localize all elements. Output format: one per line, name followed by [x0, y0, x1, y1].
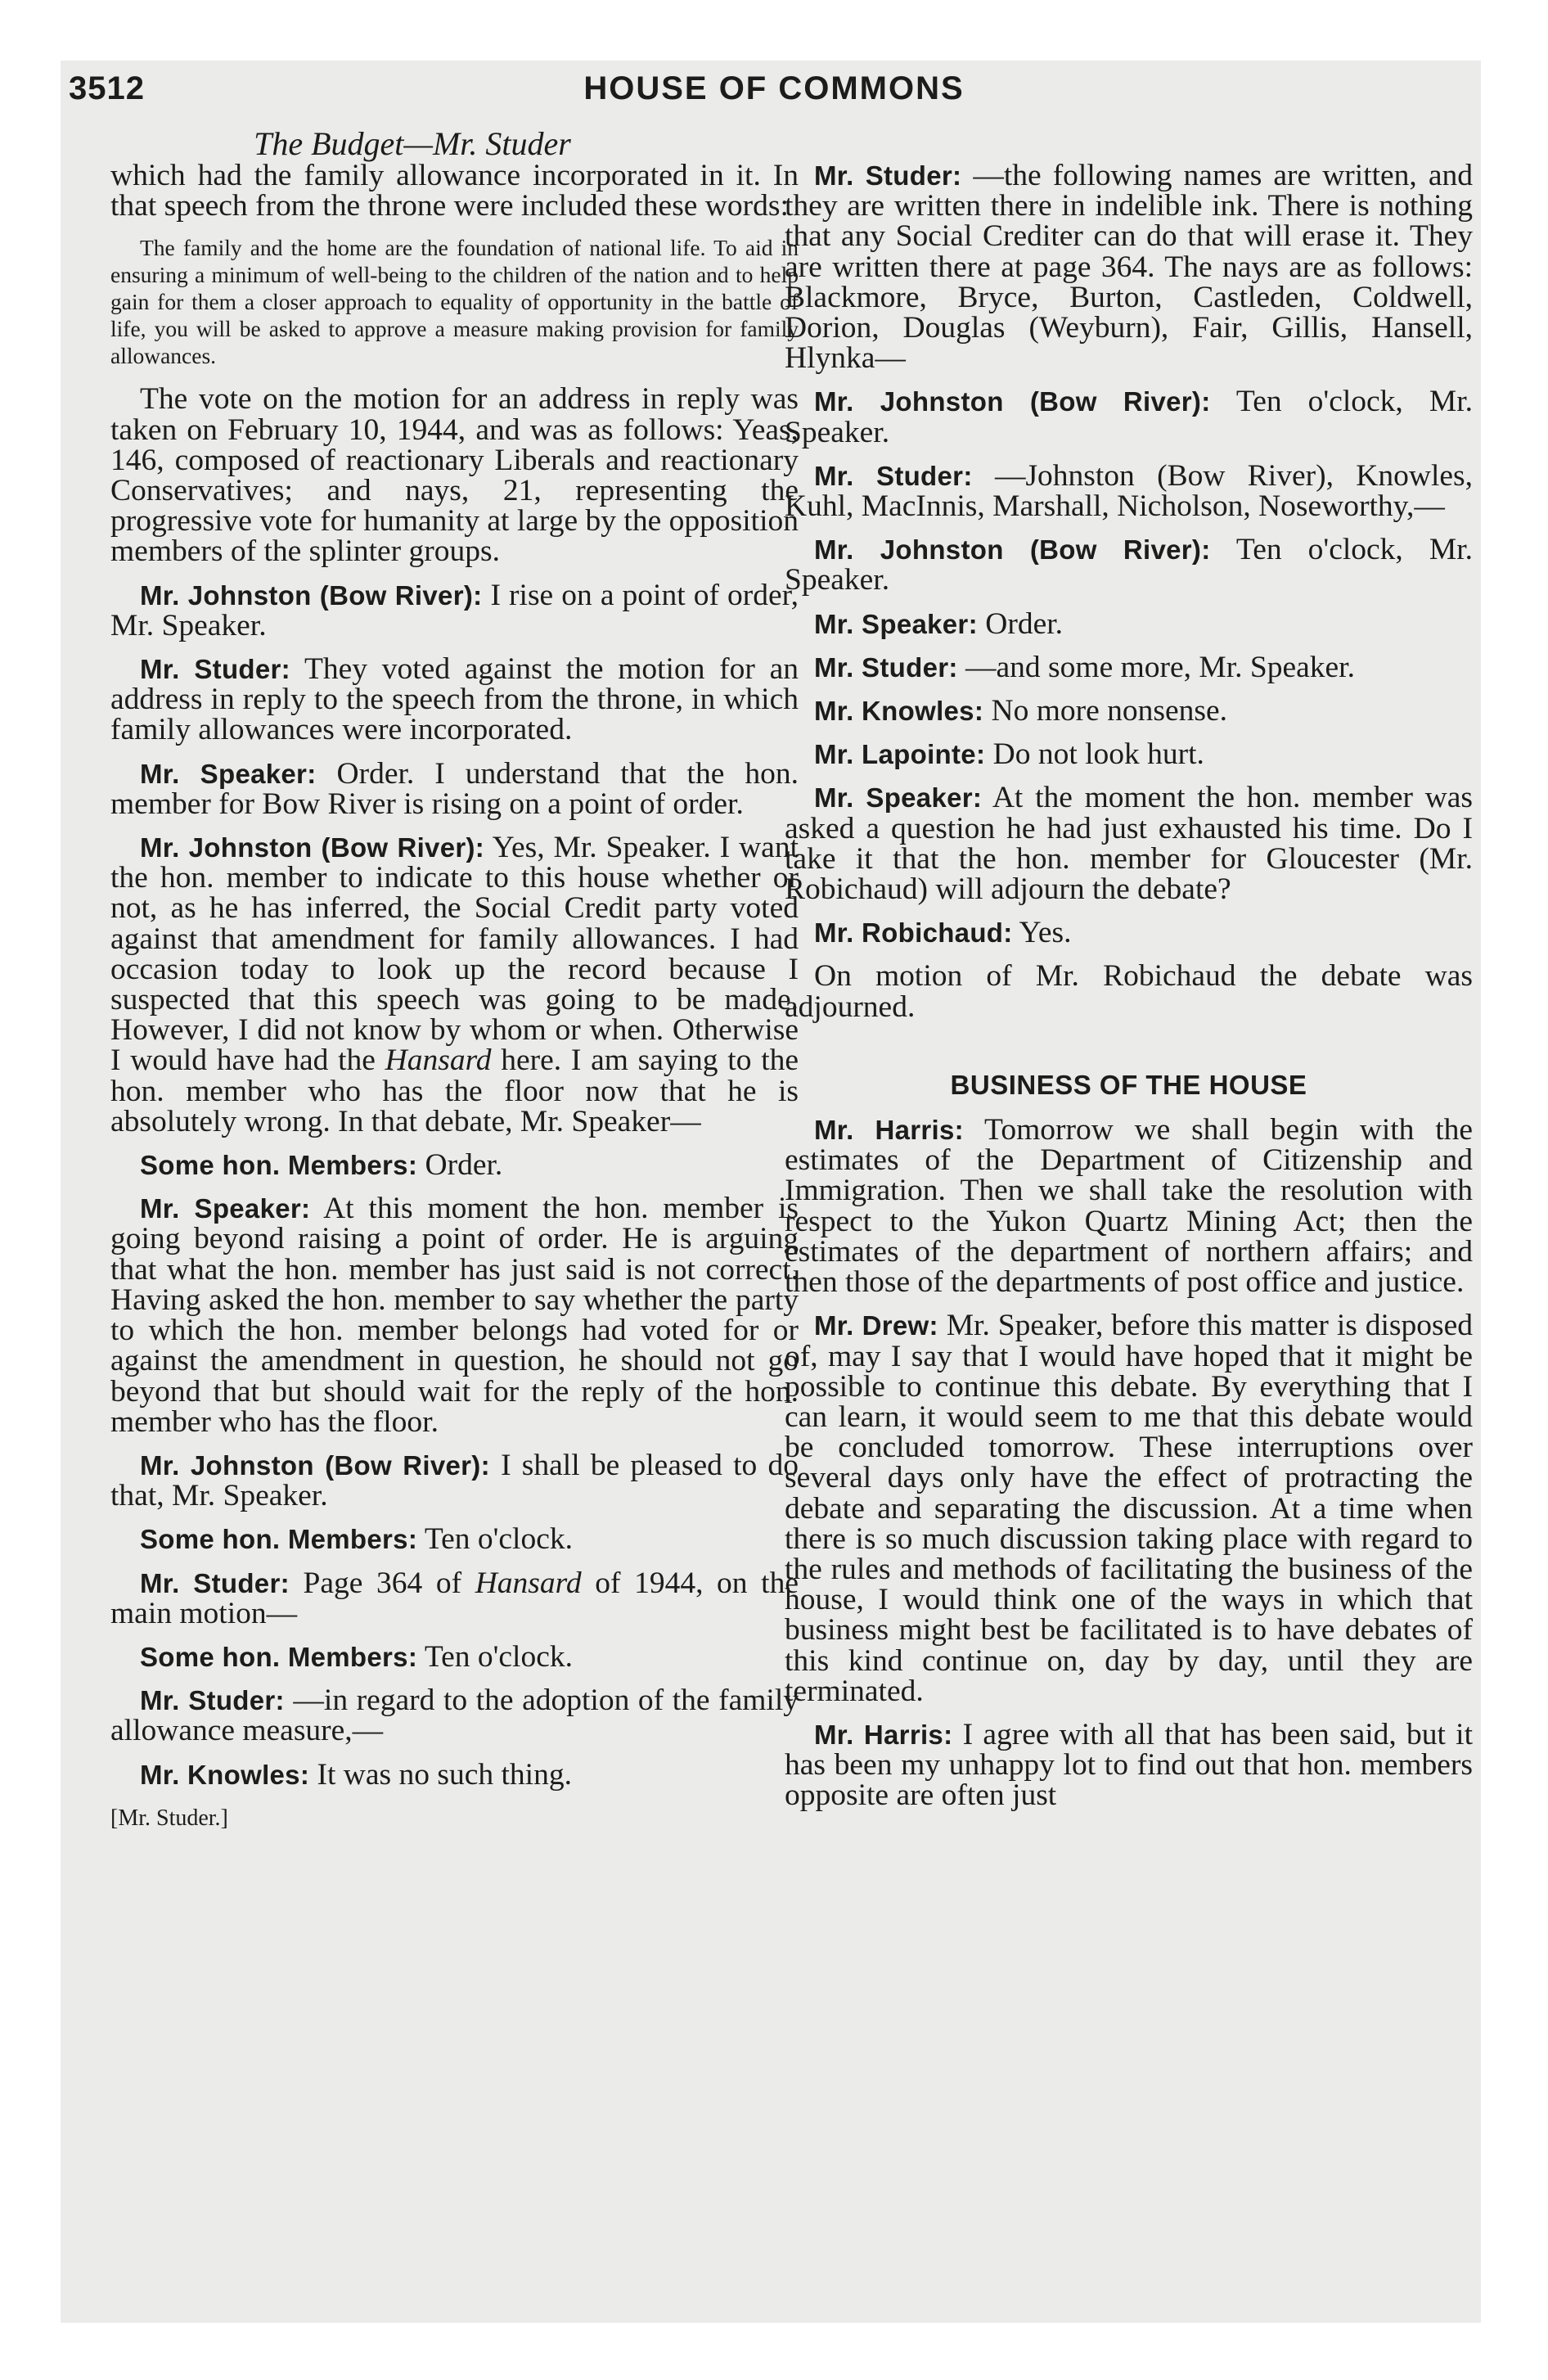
- speech-text: Page 364 of: [289, 1566, 475, 1600]
- speaker-name: Mr. Studer:: [140, 1685, 285, 1716]
- speaker-name: Some hon. Members:: [140, 1641, 418, 1672]
- speech-text: —in regard to the adoption of the family allowance measure,—: [110, 1684, 799, 1748]
- speech-text: Do not look hurt.: [985, 737, 1204, 772]
- page-title: HOUSE OF COMMONS: [583, 70, 965, 106]
- speech-text: Ten o'clock.: [417, 1522, 573, 1557]
- speaker-name: Mr. Speaker:: [140, 758, 317, 789]
- speaker-name: Mr. Speaker:: [140, 1193, 311, 1224]
- speech: [110, 1568, 799, 1629]
- speech-text: At the moment the hon. member was asked a question he had just exhausted his time. Do I take it that the hon. member for Gloucester (Mr. Robichaud) will adjourn the debate?: [785, 781, 1473, 907]
- speech-text: Ten o'clock, Mr. Speaker.: [785, 533, 1474, 597]
- speech-text: —the following names are written, and they are written there in indelible ink. There is nothing that any Social Crediter can do that will erase it. They are written there at page 364. The nays are as follows: Blackmore, Bryce, Burton, Castleden, Coldwell, Dorion, Douglas (Weyburn), Fair, Gillis, Hansell, Hlynka—: [785, 159, 1473, 376]
- speech-text: —and some more, Mr. Speaker.: [957, 650, 1355, 684]
- speech: [785, 737, 1473, 772]
- speaker-name: Some hon. Members:: [140, 1524, 418, 1555]
- paragraph: which had the family allowance incorporated in it. In that speech from the throne were included these words:: [110, 159, 799, 223]
- speech: [110, 1757, 799, 1792]
- speaker-name: Mr. Harris:: [814, 1719, 953, 1750]
- speech-text: Order. I understand that the hon. member for Bow River is rising on a point of order.: [110, 756, 799, 821]
- speech: [110, 654, 799, 746]
- speaker-name: Mr. Johnston (Bow River):: [140, 832, 485, 863]
- paragraph: On motion of Mr. Robichaud the debate was adjourned.: [785, 959, 1473, 1024]
- speaker-name: Mr. Robichaud:: [814, 917, 1013, 949]
- speech: [110, 1193, 799, 1437]
- speech-text: Yes, Mr. Speaker. I want the hon. member to indicate to this house whether or not, as he has inferred, the Social Credit party voted against that amendment for family allowances. I had occasion today to look up the record because I suspected that this speech was going to be made. However, I did not know by whom or when. Otherwise I would have had the: [110, 831, 799, 1078]
- speech-text: —Johnston (Bow River), Knowles, Kuhl, MacInnis, Marshall, Nicholson, Noseworthy,—: [785, 458, 1473, 524]
- speech-text: Ten o'clock, Mr. Speaker.: [785, 385, 1474, 449]
- speech: [110, 1639, 799, 1674]
- speaker-name: Mr. Lapointe:: [814, 739, 986, 770]
- speech: [110, 832, 799, 1137]
- running-head: The Budget—Mr. Studer: [254, 125, 571, 162]
- speech-text: Yes.: [1012, 916, 1072, 950]
- speech: [110, 1148, 799, 1183]
- speaker-name: Mr. Johnston (Bow River):: [140, 579, 483, 611]
- speaker-name: Mr. Studer:: [140, 1567, 290, 1598]
- speaker-name: Mr. Speaker:: [814, 608, 978, 639]
- speech: [785, 606, 1473, 641]
- speaker-name: Mr. Johnston (Bow River):: [814, 386, 1211, 417]
- speaker-name: Mr. Studer:: [814, 160, 962, 191]
- speaker-name: Some hon. Members:: [140, 1150, 418, 1181]
- speaker-name: Mr. Studer:: [814, 460, 973, 491]
- speech-text: I shall be pleased to do that, Mr. Speaker.: [110, 1448, 799, 1513]
- speech: [785, 159, 1473, 376]
- speech-italic: Hansard: [385, 1044, 492, 1078]
- speaker-name: Mr. Studer:: [814, 651, 958, 683]
- speech-text: Order.: [977, 606, 1064, 641]
- speech-text: Ten o'clock.: [417, 1639, 573, 1674]
- speech: [110, 1522, 799, 1557]
- speech-text: Tomorrow we shall begin with the estimates of the Department of Citizenship and Immigration. Then we shall take the resolution with respect to the Yukon Quartz Mining Act; then the estimates of the department of northern affairs; and then those of the departments of post office and justice.: [785, 1113, 1474, 1300]
- speech: [110, 756, 799, 821]
- speaker-name: Mr. Harris:: [814, 1115, 964, 1146]
- paragraph: The vote on the motion for an address in reply was taken on February 10, 1944, and was as follows: Yeas, 146, composed of reactionary Liberals and reactionary Conservatives; and nays, 21, representing the progressive vote for humanity at large by the opposition members of the splinter groups.: [110, 382, 799, 569]
- speech-text: of 1944, on the main motion—: [110, 1566, 799, 1630]
- speech: [785, 458, 1473, 524]
- speaker-name: Mr. Knowles:: [814, 696, 984, 727]
- section-heading: BUSINESS OF THE HOUSE: [950, 1069, 1307, 1100]
- speech: [785, 1113, 1474, 1300]
- speech: [785, 652, 1473, 683]
- speech: [785, 696, 1473, 726]
- speech: [110, 1450, 799, 1511]
- speech: [785, 1310, 1473, 1706]
- speaker-name: Mr. Knowles:: [140, 1759, 310, 1790]
- speech-text: I agree with all that has been said, but it has been my unhappy lot to find out that hon. members opposite are often just: [785, 1717, 1474, 1813]
- left-column: [110, 160, 799, 1833]
- speech: [785, 917, 1473, 948]
- speaker-name: Mr. Speaker:: [814, 782, 983, 814]
- speech-text: No more nonsense.: [983, 694, 1227, 728]
- speech-text: At this moment the hon. member is going beyond raising a point of order. He is arguing that what the hon. member has just said is not correct. Having asked the hon. member to say whether the party to which the hon. member belongs had voted for or against the amendment in question, he should not go beyond that but should wait for the reply of the hon. member who has the floor.: [110, 1192, 799, 1439]
- speech-text: Mr. Speaker, before this matter is disposed of, may I say that I would have hoped that it might be possible to continue this debate. By everything that I can learn, it would seem to me that this debate would be concluded tomorrow. These interruptions over several days only have the effect of protracting the debate and separating the discussion. At a time when there is so much discussion taking place with regard to the rules and methods of facilitating the business of the house, I would think one of the ways in which that business might best be facilitated is to have debates of this kind continue on, day by day, until they are terminated.: [785, 1309, 1473, 1708]
- speech: [785, 386, 1473, 447]
- speech-text: Order.: [417, 1148, 503, 1183]
- speaker-name: Mr. Johnston (Bow River):: [814, 534, 1211, 566]
- speech: [110, 1685, 799, 1746]
- footer-note: [Mr. Studer.]: [110, 1805, 228, 1831]
- speech: [785, 1717, 1474, 1813]
- speaker-name: Mr. Studer:: [140, 654, 290, 685]
- speech: [110, 580, 799, 641]
- speech-text: It was no such thing.: [309, 1757, 572, 1792]
- page-number: 3512: [69, 70, 145, 106]
- speech-text: They voted against the motion for an address in reply to the speech from the throne, in which family allowances were incorporated.: [110, 652, 799, 747]
- speech: [785, 781, 1473, 907]
- speech-italic: Hansard: [475, 1566, 582, 1600]
- right-column: [785, 160, 1473, 1824]
- block-quote: The family and the home are the foundation of national life. To aid in ensuring a minimum of well-being to the children of the nation and to help gain for them a closer approach to equality of opportunity in the battle of life, you will be asked to approve a measure making provision for family allowances.: [110, 235, 799, 369]
- speech-text: here. I am saying to the hon. member who has the floor now that he is absolutely wrong. In that debate, Mr. Speaker—: [110, 1044, 799, 1138]
- speech: [785, 534, 1473, 595]
- speaker-name: Mr. Drew:: [814, 1310, 938, 1341]
- speech-text: I rise on a point of order, Mr. Speaker.: [110, 578, 799, 642]
- speaker-name: Mr. Johnston (Bow River):: [140, 1449, 490, 1481]
